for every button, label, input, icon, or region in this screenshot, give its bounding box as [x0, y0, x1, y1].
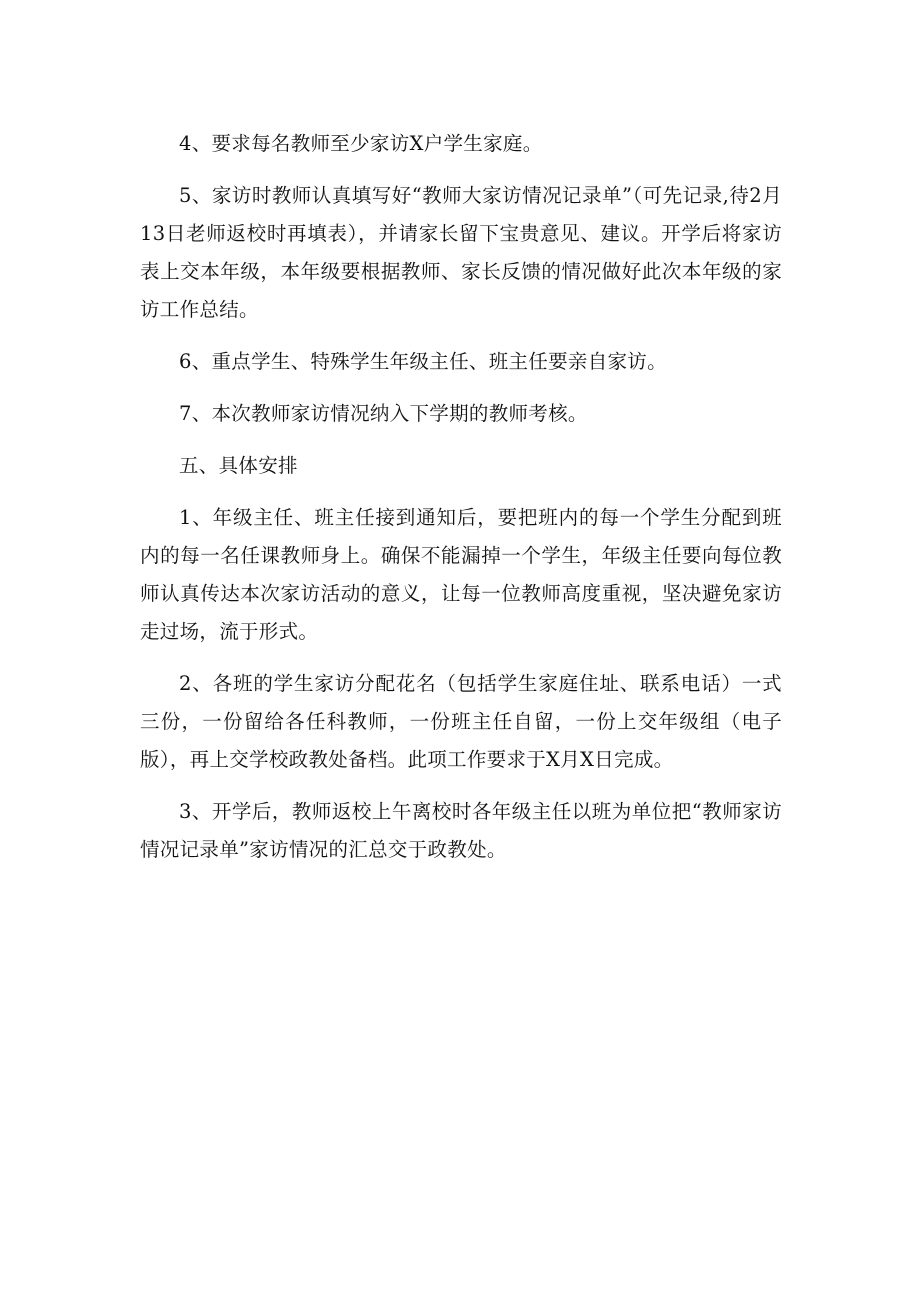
paragraph-item-7: 7、本次教师家访情况纳入下学期的教师考核。 — [179, 402, 588, 425]
paragraph-item-4: 4、要求每名教师至少家访X户学生家庭。 — [179, 132, 543, 155]
paragraph-item-5: 5、家访时教师认真填写好“教师大家访情况记录单”（可先记录,待2月13日老师返校时再填表），并请家长留下宝贵意见、建议。开学后将家访表上交本年级，本年级要根据教师、家长反馈的情况做好此次本年级的家访工作总结。 — [140, 184, 782, 321]
document-body — [140, 125, 782, 883]
arrangement-item-1: 1、年级主任、班主任接到通知后，要把班内的每一个学生分配到班内的每一名任课教师身上。确保不能漏掉一个学生，年级主任要向每位教师认真传达本次家访活动的意义，让每一位教师高度重视，坚决避免家访走过场，流于形式。 — [140, 506, 782, 643]
arrangement-item-2: 2、各班的学生家访分配花名（包括学生家庭住址、联系电话）一式三份，一份留给各任科教师，一份班主任自留，一份上交年级组（电子版），再上交学校政教处备档。此项工作要求于X月X日完成。 — [140, 672, 782, 771]
arrangement-item-3: 3、开学后，教师返校上午离校时各年级主任以班为单位把“教师家访情况记录单”家访情况的汇总交于政教处。 — [140, 800, 782, 861]
paragraph-item-6: 6、重点学生、特殊学生年级主任、班主任要亲自家访。 — [179, 350, 667, 373]
section-heading: 五、具体安排 — [179, 454, 298, 477]
